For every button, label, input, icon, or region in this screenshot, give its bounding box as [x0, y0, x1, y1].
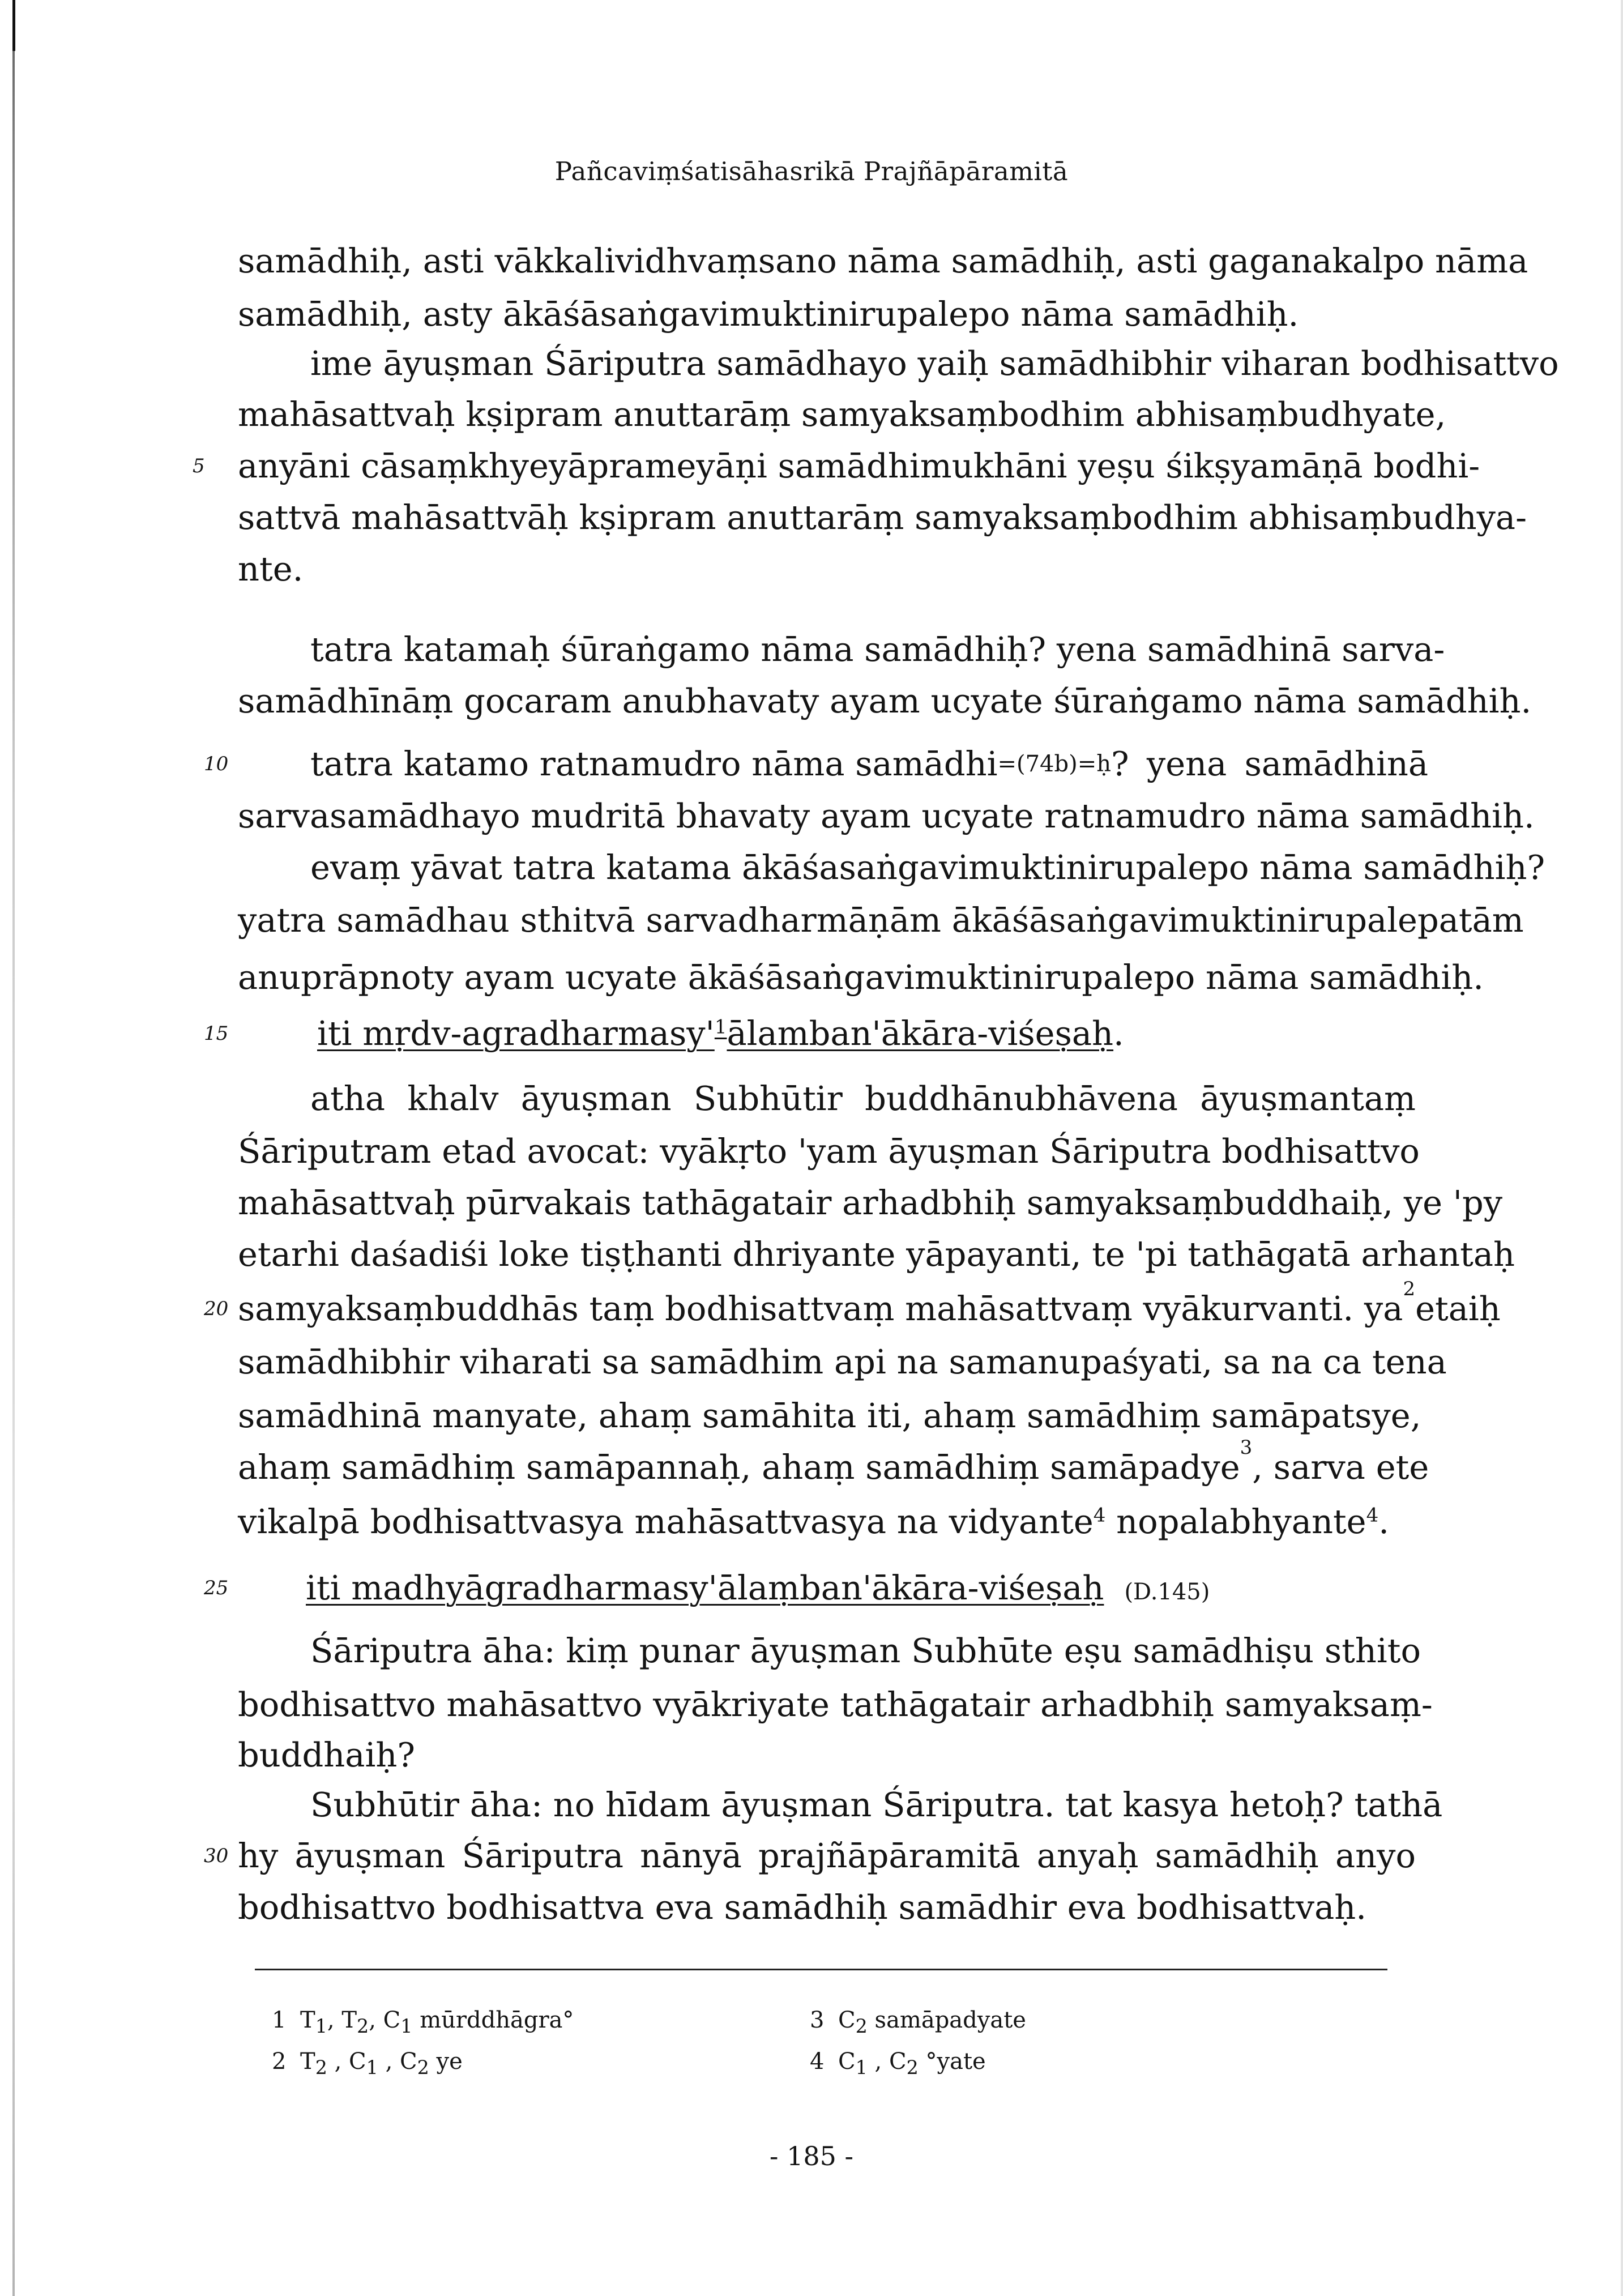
text-line: hy āyuṣman Śāriputra nānyā prajñāpāramitā anyaḥ samādhiḥ anyo: [238, 1836, 1416, 1875]
text-line: Subhūtir āha: no hīdam āyuṣman Śāriputra. tat kasya hetoḥ? tathā: [310, 1785, 1443, 1824]
footnote-2: [272, 2045, 463, 2085]
dergue-reference: (D.145): [1124, 1579, 1210, 1605]
text-segment: ahaṃ samādhiṃ samāpannaḥ, ahaṃ samādhiṃ samāpadye: [238, 1448, 1240, 1487]
section-colophon: [317, 1014, 1124, 1053]
text-line: Śāriputra āha: kiṃ punar āyuṣman Subhūte eṣu samādhiṣu sthito: [310, 1631, 1421, 1670]
text-segment: vikalpā bodhisattvasya mahāsattvasya na vidyante: [238, 1502, 1094, 1541]
text-line: evaṃ yāvat tatra katama ākāśasaṅgavimuktinirupalepo nāma samādhiḥ?: [310, 848, 1545, 887]
footnote-subscript: 2: [855, 2015, 868, 2037]
text-segment: , sarva ete: [1252, 1448, 1429, 1487]
text-segment: iti madhyāgradharmasy'ālaṃban'ākāra-viśeṣaḥ: [306, 1568, 1104, 1607]
footnote-subscript: 1: [400, 2015, 413, 2037]
text-line: sarvasamādhayo mudritā bhavaty ayam ucyate ratnamudro nāma samādhiḥ.: [238, 796, 1535, 835]
page-number: - 185 -: [769, 2141, 854, 2171]
text-line: Śāriputram etad avocat: vyākṛto 'yam āyuṣman Śāriputra bodhisattvo: [238, 1132, 1420, 1171]
text-line: bodhisattvo bodhisattva eva samādhiḥ samādhir eva bodhisattvaḥ.: [238, 1888, 1367, 1927]
text-line: nte.: [238, 549, 304, 588]
line-number: 5: [193, 455, 205, 477]
text-line: yatra samādhau sthitvā sarvadharmāṇām ākāśāsaṅgavimuktinirupalepatām: [238, 901, 1524, 940]
footnote-text: C: [838, 2049, 856, 2075]
text-segment: samyaksaṃbuddhās taṃ bodhisattvaṃ mahāsattvaṃ vyākurvanti. ya: [238, 1289, 1403, 1328]
text-line: mahāsattvaḥ pūrvakais tathāgatair arhadbhiḥ samyaksaṃbuddhaiḥ, ye 'py: [238, 1183, 1503, 1222]
text-segment: nopalabhyante: [1105, 1502, 1366, 1541]
text-line: mahāsattvaḥ kṣipram anuttarāṃ samyaksaṃbodhim abhisaṃbudhyate,: [238, 395, 1446, 434]
footnote-text: , C: [378, 2049, 417, 2075]
footnote-subscript: 2: [417, 2056, 429, 2079]
text-line: samādhiḥ, asti vākkalividhvaṃsano nāma samādhiḥ, asti gaganakalpo nāma: [238, 241, 1528, 280]
footnote-text: mūrddhāgra°: [412, 2007, 574, 2033]
text-segment: iti mṛdv-agradharmasy': [317, 1014, 715, 1053]
footnote-3: [810, 2003, 1026, 2043]
footnote-text: , C: [327, 2049, 366, 2075]
page-scan-mark: [12, 0, 15, 51]
text-line: tatra katamaḥ śūraṅgamo nāma samādhiḥ? yena samādhinā sarva-: [310, 630, 1445, 669]
footnote-subscript: 2: [906, 2056, 919, 2079]
footnote-number: 4: [810, 2049, 825, 2075]
text-line: samādhiḥ, asty ākāśāsaṅgavimuktinirupalepo nāma samādhiḥ.: [238, 295, 1299, 334]
footnote-1: [272, 2003, 574, 2043]
footnote-marker: 4: [1366, 1504, 1379, 1527]
page-scan-edge-right: [1621, 0, 1623, 2296]
text-line: atha khalv āyuṣman Subhūtir buddhānubhāvena āyuṣmantaṃ: [310, 1079, 1416, 1118]
footnote-text: C: [838, 2007, 856, 2033]
footnote-subscript: 2: [357, 2015, 369, 2037]
text-segment: ? yena samādhinā: [1111, 744, 1428, 783]
line-number: 20: [204, 1298, 229, 1320]
footnote-text: , C: [369, 2007, 401, 2033]
folio-reference: =(74b)=ḥ: [997, 751, 1111, 777]
line-number: 15: [204, 1022, 229, 1045]
footnote-subscript: 1: [315, 2015, 327, 2037]
text-line: sattvā mahāsattvāḥ kṣipram anuttarāṃ samyaksaṃbodhim abhisaṃbudhya-: [238, 498, 1527, 537]
section-colophon: [306, 1568, 1210, 1608]
text-line: [238, 1436, 1429, 1487]
text-line: samādhibhir viharati sa samādhim api na samanupaśyati, sa na ca tena: [238, 1342, 1447, 1381]
line-number: 30: [204, 1845, 229, 1867]
footnote-marker: 4: [1093, 1504, 1106, 1527]
footnote-marker: 3: [1240, 1436, 1253, 1459]
text-line: [238, 1278, 1501, 1329]
footnote-text: ye: [429, 2049, 463, 2075]
footnote-subscript: 1: [366, 2056, 378, 2079]
text-line: anuprāpnoty ayam ucyate ākāśāsaṅgavimuktinirupalepo nāma samādhiḥ.: [238, 958, 1484, 997]
footnote-number: 1: [272, 2007, 287, 2033]
text-segment: etaiḥ: [1415, 1289, 1501, 1328]
line-number: 25: [204, 1577, 229, 1599]
line-number: 10: [204, 753, 229, 775]
footnote-subscript: 1: [855, 2056, 868, 2079]
footnote-text: T: [300, 2049, 315, 2075]
text-line: samādhinā manyate, ahaṃ samāhita iti, ahaṃ samādhiṃ samāpatsye,: [238, 1396, 1421, 1435]
text-line: ime āyuṣman Śāriputra samādhayo yaiḥ samādhibhir viharan bodhisattvo: [310, 344, 1559, 383]
text-line: etarhi daśadiśi loke tiṣṭhanti dhriyante yāpayanti, te 'pi tathāgatā arhantaḥ: [238, 1235, 1515, 1274]
footnote-number: 3: [810, 2007, 825, 2033]
footnote-4: [810, 2045, 986, 2085]
footnote-text: , C: [867, 2049, 907, 2075]
text-segment: ālamban'ākāra-viśeṣaḥ: [727, 1014, 1114, 1053]
page-scan-edge: [12, 0, 15, 2296]
footnote-text: , T: [327, 2007, 357, 2033]
text-segment: tatra katamo ratnamudro nāma samādhi: [310, 744, 998, 783]
text-line: bodhisattvo mahāsattvo vyākriyate tathāgatair arhadbhiḥ samyaksaṃ-: [238, 1685, 1433, 1724]
punctuation: .: [1113, 1014, 1124, 1053]
running-header: Pañcaviṃśatisāhasrikā Prajñāpāramitā: [554, 156, 1069, 186]
text-line: [238, 1502, 1389, 1542]
text-line: samādhīnāṃ gocaram anubhavaty ayam ucyate śūraṅgamo nāma samādhiḥ.: [238, 681, 1532, 720]
punctuation: .: [1378, 1502, 1389, 1541]
text-line: buddhaiḥ?: [238, 1735, 415, 1774]
text-line: [310, 744, 1428, 784]
footnote-text: T: [300, 2007, 315, 2033]
footnote-subscript: 2: [315, 2056, 327, 2079]
footnote-text: samāpadyate: [867, 2007, 1026, 2033]
footnote-number: 2: [272, 2049, 287, 2075]
footnote-marker: 2: [1403, 1278, 1416, 1300]
footnote-text: °yate: [918, 2049, 986, 2075]
footnote-marker: 1: [714, 1015, 727, 1039]
footnote-rule: [255, 1969, 1387, 1970]
text-line: anyāni cāsaṃkhyeyāprameyāṇi samādhimukhāni yeṣu śikṣyamāṇā bodhi-: [238, 446, 1480, 485]
